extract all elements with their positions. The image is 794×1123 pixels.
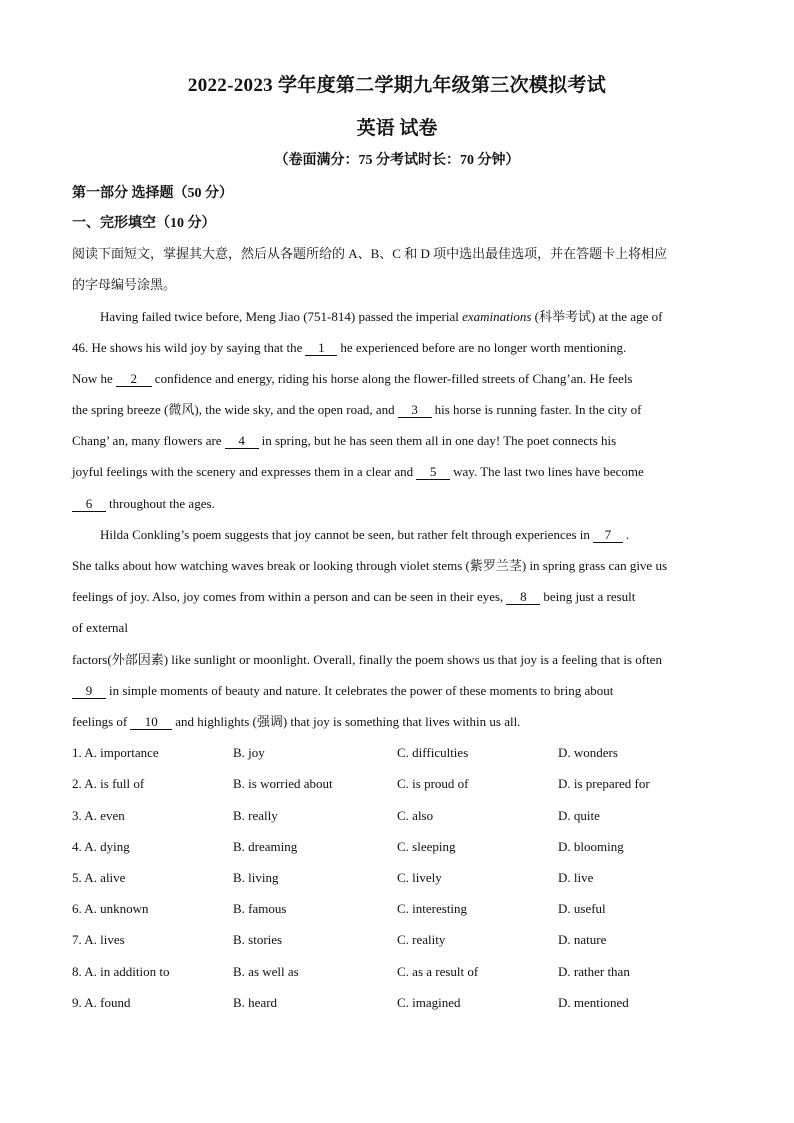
passage-text: feelings of joy. Also, joy comes from within a person and can be seen in their eyes, [72, 589, 504, 604]
option-a: 2. A. is full of [72, 776, 145, 791]
passage-text: Hilda Conkling’s poem suggests that joy cannot be seen, but rather felt through experiences in [100, 527, 590, 542]
option-a: 9. A. found [72, 995, 131, 1010]
option-b: B. dreaming [233, 839, 298, 854]
option-c: C. sleeping [397, 839, 456, 854]
question-row [72, 995, 732, 1013]
instruction-line: 的字母编号涂黑。 [72, 277, 177, 292]
passage-text: Having failed twice before, Meng Jiao (751-814) passed the imperial [100, 309, 459, 324]
blank-2: 2 [116, 372, 152, 387]
exam-title: 2022-2023 学年度第二学期九年级第三次模拟考试 [187, 75, 607, 96]
option-c: C. interesting [397, 901, 468, 916]
option-b: B. famous [233, 901, 287, 916]
passage-line [100, 309, 662, 325]
question-row [72, 964, 732, 982]
option-b: B. really [233, 808, 278, 823]
passage-line [72, 683, 613, 699]
option-d: D. blooming [558, 839, 624, 854]
passage-line: She talks about how watching waves break or looking through violet stems (紫罗兰茎) in spring grass can give us [72, 558, 668, 573]
passage-line [72, 464, 644, 480]
option-c: C. reality [397, 932, 446, 947]
passage-line [72, 589, 635, 605]
passage-text: . [625, 527, 630, 542]
option-b: B. is worried about [233, 776, 333, 791]
option-c: C. as a result of [397, 964, 479, 979]
exam-subject: 英语 试卷 [356, 118, 438, 139]
passage-text: and highlights (强调) that joy is something that lives within us all. [175, 714, 521, 729]
blank-7: 7 [593, 528, 623, 543]
option-d: D. wonders [558, 745, 618, 760]
blank-6: 6 [72, 497, 106, 512]
option-d: D. is prepared for [558, 776, 650, 791]
passage-text: 46. He shows his wild joy by saying that the [72, 340, 303, 355]
option-a: 1. A. importance [72, 745, 159, 760]
option-a: 5. A. alive [72, 870, 126, 885]
part-heading: 第一部分 选择题（50 分） [72, 186, 233, 201]
passage-text: joyful feelings with the scenery and expresses them in a clear and [72, 464, 414, 479]
question-row [72, 745, 732, 763]
passage-line [100, 527, 629, 543]
option-d: D. quite [558, 808, 600, 823]
question-row [72, 870, 732, 888]
blank-8: 8 [506, 590, 540, 605]
option-d: D. mentioned [558, 995, 629, 1010]
question-row [72, 839, 732, 857]
option-a: 3. A. even [72, 808, 125, 823]
option-a: 6. A. unknown [72, 901, 149, 916]
passage-line [72, 371, 632, 387]
option-a: 4. A. dying [72, 839, 130, 854]
blank-9: 9 [72, 684, 106, 699]
passage-line [72, 433, 616, 449]
option-b: B. living [233, 870, 279, 885]
option-d: D. live [558, 870, 594, 885]
passage-text: Now he [72, 371, 113, 386]
passage-text: in simple moments of beauty and nature. It celebrates the power of these moments to bring about [109, 683, 614, 698]
question-row [72, 932, 732, 950]
passage-line: factors(外部因素) like sunlight or moonlight. Overall, finally the poem shows us that joy is a feeling that is often [72, 652, 662, 667]
option-d: D. rather than [558, 964, 630, 979]
option-c: C. is proud of [397, 776, 469, 791]
passage-text: confidence and energy, riding his horse along the flower-filled streets of Chang’an. He feels [154, 371, 633, 386]
option-a: 8. A. in addition to [72, 964, 170, 979]
passage-text: in spring, but he has seen them all in one day! The poet connects his [261, 433, 617, 448]
passage-text: being just a result [543, 589, 636, 604]
passage-text: his horse is running faster. In the city of [434, 402, 642, 417]
passage-line [72, 402, 642, 418]
section-heading: 一、完形填空（10 分） [72, 216, 216, 231]
instruction-line: 阅读下面短文，掌握其大意，然后从各题所给的 A、B、C 和 D 项中选出最佳选项，并在答题卡上将相应 [72, 246, 668, 261]
passage-text: feelings of [72, 714, 128, 729]
passage-line: of external [72, 620, 128, 635]
blank-4: 4 [225, 434, 259, 449]
option-d: D. useful [558, 901, 606, 916]
question-row [72, 901, 732, 919]
passage-line [72, 714, 520, 730]
option-c: C. difficulties [397, 745, 469, 760]
passage-line [72, 496, 215, 512]
passage-emphasis: examinations [462, 309, 532, 324]
blank-3: 3 [398, 403, 432, 418]
passage-text: Chang’ an, many flowers are [72, 433, 222, 448]
passage-text: throughout the ages. [109, 496, 215, 511]
option-c: C. also [397, 808, 434, 823]
exam-note: （卷面满分：75 分考试时长：70 分钟） [274, 153, 520, 168]
option-b: B. stories [233, 932, 283, 947]
option-b: B. as well as [233, 964, 299, 979]
option-b: B. heard [233, 995, 278, 1010]
passage-text: (科举考试) at the age of [534, 309, 663, 324]
blank-10: 10 [130, 715, 172, 730]
option-a: 7. A. lives [72, 932, 125, 947]
blank-1: 1 [305, 341, 337, 356]
question-row [72, 808, 732, 826]
passage-text: the spring breeze (微风), the wide sky, and the open road, and [72, 402, 395, 417]
option-c: C. lively [397, 870, 442, 885]
option-c: C. imagined [397, 995, 461, 1010]
option-d: D. nature [558, 932, 607, 947]
passage-line [72, 340, 626, 356]
passage-text: he experienced before are no longer worth mentioning. [340, 340, 627, 355]
passage-text: way. The last two lines have become [453, 464, 644, 479]
blank-5: 5 [416, 465, 450, 480]
question-row [72, 776, 732, 794]
option-b: B. joy [233, 745, 265, 760]
